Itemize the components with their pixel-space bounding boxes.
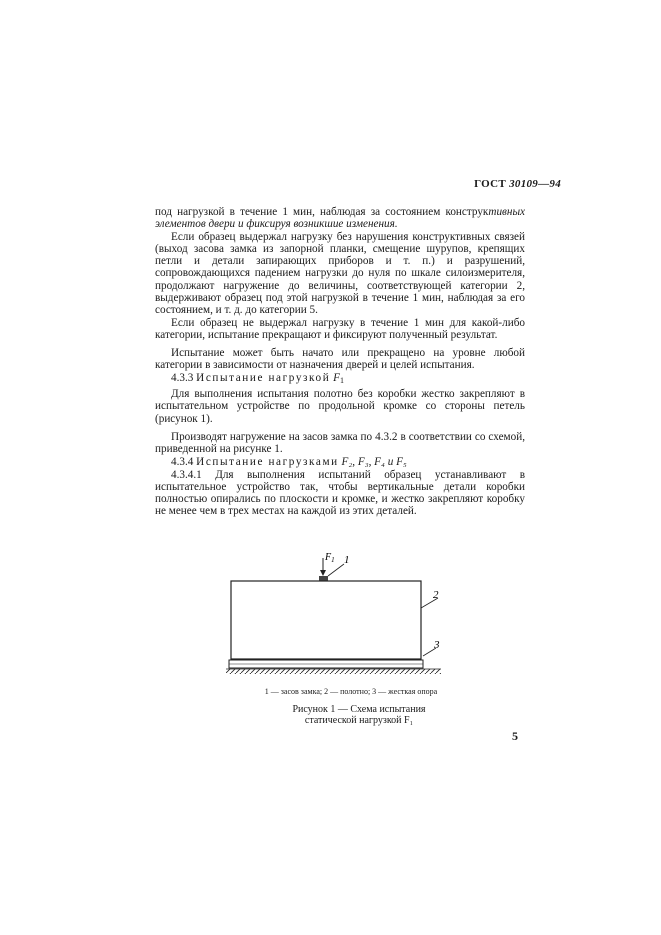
heading-4-3-4-title: Испытание нагрузками [196,455,339,468]
callout-1: 1 [344,554,350,566]
body-text [155,206,525,518]
paragraph-loading: Производят нагружение на засов замка по 4.3.2 в соответствии со схемой, приведенной на рисунке 1. [155,430,525,455]
heading-4-3-4-number: 4.3.4 [171,455,194,468]
heading-4-3-4 [155,456,525,468]
standard-number: 30109—94 [509,178,561,190]
heading-4-3-3-force: F [333,372,340,385]
heading-4-3-3 [155,372,525,387]
heading-4-3-3-number: 4.3.3 [171,372,194,385]
latch-bolt [319,576,328,581]
paragraph-continuation-b: тивных элементов двери и фиксируя возникшие изменения. [155,206,525,231]
figure-legend: 1 — засов замка; 2 — полотно; 3 — жесткая опора [264,687,438,696]
standard-prefix: ГОСТ [474,178,507,190]
ground-hatch [226,669,441,674]
figure-1-diagram [226,548,456,678]
heading-4-3-3-title: Испытание нагрузкой [196,372,331,385]
heading-4-3-3-force-sub: 1 [339,376,344,386]
paragraph-continuation-a: под нагрузкой в течение 1 мин, наблюдая за состоянием конструк [155,206,489,218]
paragraph-load-categories: Если образец выдержал нагрузку без нарушения конструктивных связей (выход засова замка из запорной планки, смещение шурупов, крепящих петли и детали запирающих приборов и т. п.) и разрушений, сопровождающихся падением нагрузки до нуля по шкале силоизмерителя, продолжают нагружение до величины, соответствующей категории 2, выдерживают образец под этой нагрузкой в течение 1 мин, наблюдая за его состоянием, и т. д. до категории 5. [155,231,525,316]
document-header [474,178,561,190]
callout-1-leader [328,564,344,576]
door-leaf [231,581,421,659]
callout-2: 2 [433,589,439,601]
paragraph-4-3-4-1: 4.3.4.1 Для выполнения испытаний образец устанавливают в испытательное устройство так, чтобы вертикальные детали коробки полностью опирались по плоскости и кромке, и жестко закрепляют коробку не менее чем в трех местах на каждой из этих деталей. [155,468,525,518]
paragraph-continuation [155,206,525,230]
page-number: 5 [512,729,518,743]
paragraph-leaf-fixing: Для выполнения испытания полотно без коробки жестко закрепляют в испытательном устройстве по продольной кромке со стороны петель (рисунок 1). [155,388,525,425]
heading-4-3-4-forces: F₂, F₃, F₄ и F₅ [341,455,407,468]
figure-caption: Рисунок 1 — Схема испытания статической нагрузкой F₁ [292,704,426,726]
paragraph-start-stop: Испытание может быть начато или прекращено на уровне любой категории в зависимости от назначения дверей и целей испытания. [155,347,525,372]
paragraph-failure: Если образец не выдержал нагрузку в течение 1 мин для какой-либо категории, испытание прекращают и фиксируют полученный результат. [155,316,525,341]
force-arrowhead [320,570,326,576]
force-label: $F_1$ [325,552,335,564]
callout-3: 3 [434,639,440,651]
